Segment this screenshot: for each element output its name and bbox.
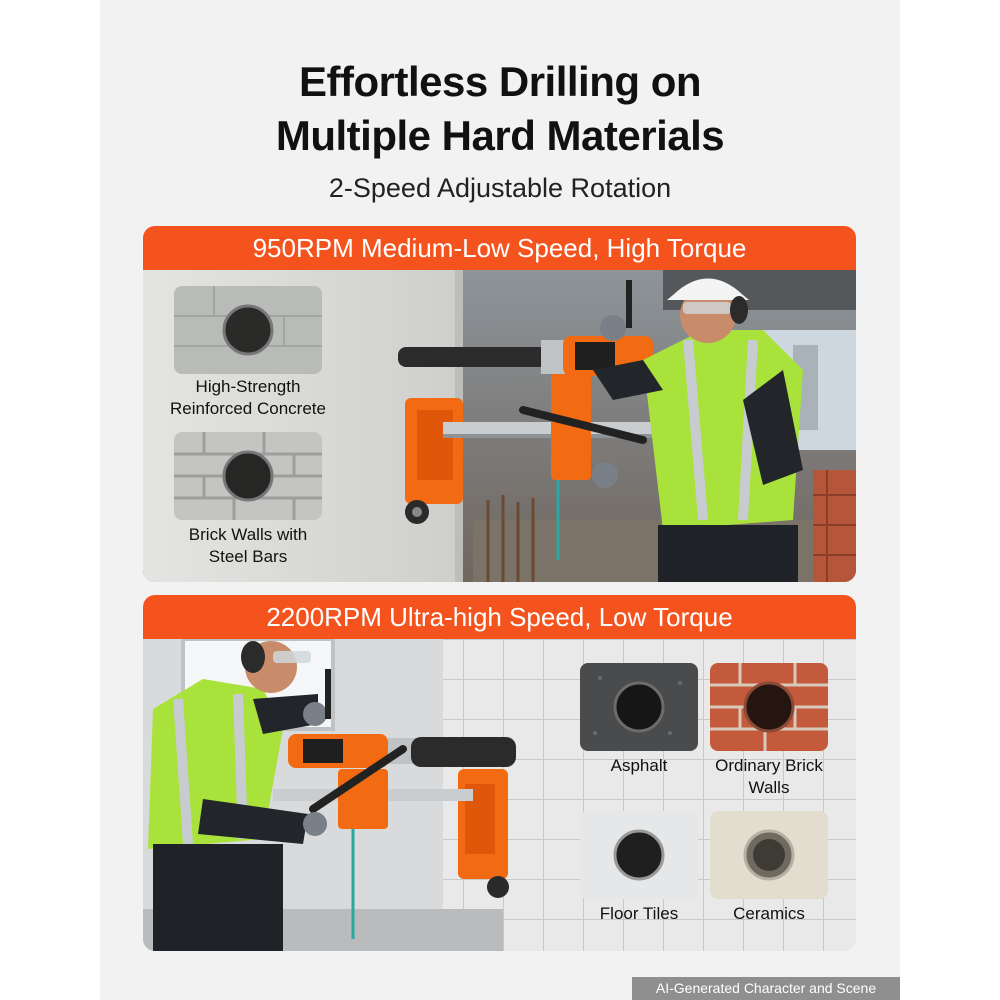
material-thumb-ordinary-brick	[710, 663, 828, 751]
drilled-hole-icon	[580, 663, 698, 751]
material-thumb-asphalt	[580, 663, 698, 751]
title-line-2: Multiple Hard Materials	[275, 112, 725, 159]
page-subtitle: 2-Speed Adjustable Rotation	[328, 173, 672, 203]
ai-generated-note: AI-Generated Character and Scene	[632, 977, 900, 1000]
drilled-hole-icon	[580, 811, 698, 899]
material-thumb-ceramics	[710, 811, 828, 899]
material-thumb-brick-steel	[174, 432, 322, 520]
material-caption-ceramics: Ceramics	[733, 904, 805, 923]
material-caption-brick-steel: Brick Walls with Steel Bars	[188, 525, 308, 566]
speed-banner-950rpm: 950RPM Medium-Low Speed, High Torque	[143, 226, 856, 270]
page-panel	[100, 0, 900, 1000]
material-caption-ordinary-brick: Ordinary Brick Walls	[715, 756, 823, 797]
drilled-hole-icon	[710, 811, 828, 899]
title-line-1: Effortless Drilling on	[298, 58, 702, 105]
drilled-hole-icon	[174, 286, 322, 374]
material-caption-concrete: High-Strength Reinforced Concrete	[170, 377, 326, 418]
section-medium-low-speed	[143, 226, 856, 582]
drilled-hole-icon	[174, 432, 322, 520]
page-title	[100, 55, 900, 163]
section-ultra-high-speed	[143, 595, 856, 951]
material-caption-floor-tiles: Floor Tiles	[599, 904, 679, 923]
material-caption-asphalt: Asphalt	[610, 756, 668, 775]
drilled-hole-icon	[710, 663, 828, 751]
material-thumb-concrete	[174, 286, 322, 374]
material-thumb-floor-tiles	[580, 811, 698, 899]
speed-banner-2200rpm: 2200RPM Ultra-high Speed, Low Torque	[143, 595, 856, 639]
